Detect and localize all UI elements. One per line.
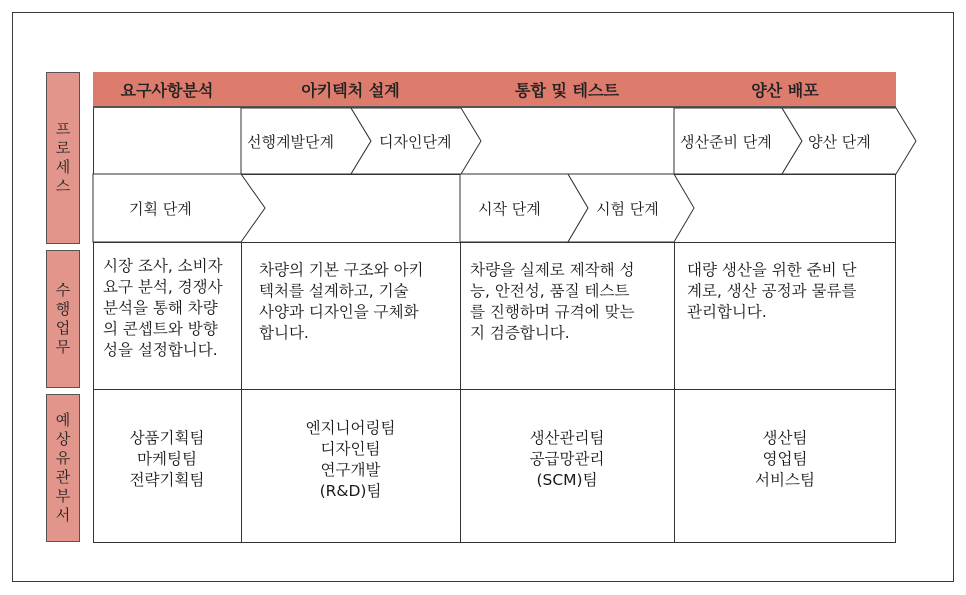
task-line: 계로, 생산 공정과 물류를: [687, 282, 857, 300]
task-line: 텍처를 설계하고, 기술: [259, 282, 409, 300]
side-label-char: 서: [55, 506, 71, 524]
department-name: 영업팀: [762, 450, 808, 468]
side-label-char: 상: [55, 430, 71, 448]
phase-header-architecture: 아키텍처 설계: [241, 72, 460, 108]
department-name: (R&D)팀: [319, 482, 382, 500]
side-label-char: 로: [55, 139, 71, 157]
side-label-char: 스: [55, 177, 71, 195]
process-step-planning: 기획 단계: [93, 174, 265, 242]
side-label-char: 유: [55, 449, 71, 467]
phase-header-integration-test: 통합 및 테스트: [460, 72, 674, 108]
phase-header-requirements: 요구사항분석: [93, 72, 241, 108]
task-architecture: [259, 260, 459, 344]
department-name: 생산팀: [762, 429, 808, 447]
process-step-production-preparation: 생산준비 단계: [674, 108, 804, 174]
side-label-char: 수: [55, 281, 71, 299]
departments-architecture: [241, 418, 460, 502]
department-name: 상품기획팀: [129, 429, 205, 447]
side-label-char: 행: [55, 300, 71, 318]
departments-mass-production: [674, 428, 896, 491]
task-mass-production: [687, 260, 892, 323]
side-label-char: 세: [55, 158, 71, 176]
department-name: (SCM)팀: [536, 471, 598, 489]
side-label-char: 예: [55, 411, 71, 429]
department-name: 디자인팀: [320, 440, 381, 458]
task-line: 성을 설정합니다.: [103, 341, 218, 359]
department-name: 엔지니어링팀: [305, 419, 396, 437]
department-name: 전략기획팀: [129, 471, 205, 489]
side-label-departments: [46, 394, 80, 542]
task-line: 지 검증합니다.: [470, 324, 570, 342]
side-label-char: 부: [55, 487, 71, 505]
process-step-mass-production: 양산 단계: [782, 108, 917, 174]
department-name: 마케팅팀: [137, 450, 197, 468]
task-line: 시장 조사, 소비자: [103, 257, 223, 275]
task-line: 를 진행하며 규격에 맞는: [470, 303, 635, 321]
side-label-char: 업: [55, 319, 71, 337]
process-step-testing: 시험 단계: [568, 174, 694, 242]
task-line: 분석을 통해 차량: [103, 299, 218, 317]
side-label-char: 관: [55, 468, 71, 486]
departments-requirements: [93, 428, 241, 491]
task-line: 의 콘셉트와 방향: [103, 320, 218, 338]
task-line: 능, 안전성, 품질 테스트: [470, 282, 630, 300]
task-line: 관리합니다.: [687, 303, 767, 321]
task-integration-test: [470, 260, 670, 344]
side-label-char: 프: [55, 120, 71, 138]
task-line: 대량 생산을 위한 준비 단: [687, 261, 857, 279]
task-line: 차량의 기본 구조와 아키: [259, 261, 424, 279]
side-label-tasks: [46, 250, 80, 388]
task-line: 합니다.: [259, 324, 309, 342]
department-name: 연구개발: [320, 461, 381, 479]
task-line: 사양과 디자인을 구체화: [259, 303, 419, 321]
departments-integration-test: [460, 428, 674, 491]
process-step-advanced-development: 선행계발단계: [241, 108, 371, 174]
process-step-design: 디자인단계: [351, 108, 481, 174]
department-name: 서비스팀: [755, 471, 815, 489]
side-label-process: [46, 72, 80, 244]
task-line: 차량을 실제로 제작해 성: [470, 261, 635, 279]
phase-header-mass-production: 양산 배포: [674, 72, 896, 108]
department-name: 공급망관리: [529, 450, 605, 468]
task-line: 요구 분석, 경쟁사: [103, 278, 223, 296]
task-requirements: [103, 256, 243, 361]
side-label-char: 무: [55, 338, 71, 356]
process-step-prototype: 시작 단계: [460, 174, 588, 242]
department-name: 생산관리팀: [529, 429, 605, 447]
